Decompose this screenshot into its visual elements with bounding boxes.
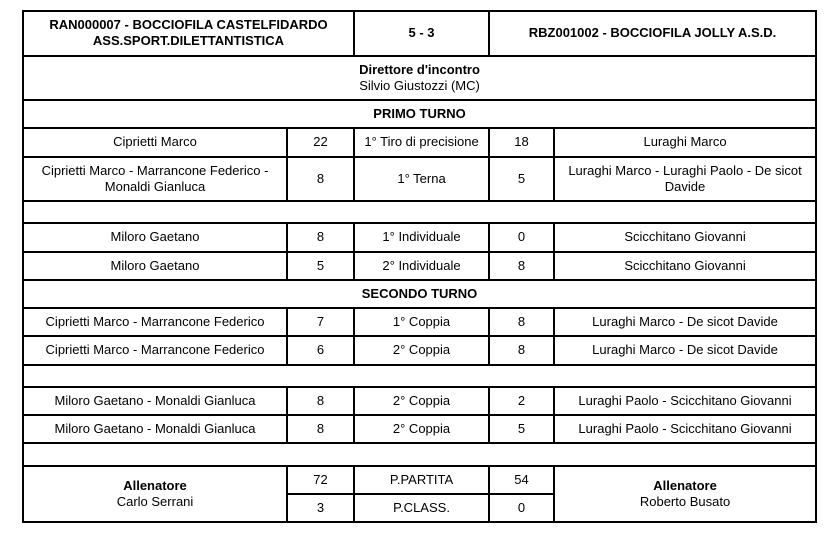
class-points-label: P.CLASS.: [354, 494, 489, 522]
away-team-name: RBZ001002 - BOCCIOFILA JOLLY A.S.D.: [489, 11, 816, 56]
event-name: 2° Coppia: [354, 387, 489, 415]
away-match-points: 54: [489, 466, 554, 494]
home-coach-label: Allenatore: [123, 477, 187, 493]
home-players: Ciprietti Marco - Marrancone Federico: [23, 308, 287, 336]
event-name: 2° Coppia: [354, 336, 489, 364]
away-score: 5: [489, 415, 554, 443]
referee-label: Direttore d'incontro: [359, 61, 480, 77]
referee-name: Silvio Giustozzi (MC): [359, 77, 480, 93]
away-players: Luraghi Marco - De sicot Davide: [554, 308, 816, 336]
match-score: 5 - 3: [354, 11, 489, 56]
home-score: 8: [287, 387, 354, 415]
home-coach-name: Carlo Serrani: [116, 493, 194, 509]
away-score: 0: [489, 223, 554, 251]
home-team-name: RAN000007 - BOCCIOFILA CASTELFIDARDO ASS.SPORT.DILETTANTISTICA: [23, 11, 354, 56]
away-score: 8: [489, 308, 554, 336]
away-score: 8: [489, 252, 554, 280]
match-row: [23, 128, 816, 156]
home-match-points: 72: [287, 466, 354, 494]
empty-cell: [23, 201, 816, 223]
away-score: 18: [489, 128, 554, 156]
home-score: 22: [287, 128, 354, 156]
section-title-row: [23, 100, 816, 128]
event-name: 1° Tiro di precisione: [354, 128, 489, 156]
away-players: Luraghi Paolo - Scicchitano Giovanni: [554, 387, 816, 415]
home-coach-cell: [23, 466, 287, 523]
match-row: [23, 415, 816, 443]
home-score: 8: [287, 223, 354, 251]
away-players: Luraghi Marco: [554, 128, 816, 156]
away-score: 5: [489, 157, 554, 202]
match-row: [23, 223, 816, 251]
home-score: 8: [287, 157, 354, 202]
match-row: [23, 157, 816, 202]
referee-row: [23, 56, 816, 101]
home-score: 5: [287, 252, 354, 280]
home-score: 7: [287, 308, 354, 336]
event-name: 1° Coppia: [354, 308, 489, 336]
separator-row: [23, 365, 816, 387]
match-row: [23, 252, 816, 280]
away-coach-label: Allenatore: [653, 477, 717, 493]
away-players: Scicchitano Giovanni: [554, 252, 816, 280]
home-players: Ciprietti Marco - Marrancone Federico: [23, 336, 287, 364]
match-row: [23, 308, 816, 336]
match-row: [23, 336, 816, 364]
event-name: 1° Terna: [354, 157, 489, 202]
event-name: 2° Individuale: [354, 252, 489, 280]
away-score: 2: [489, 387, 554, 415]
separator-row: [23, 443, 816, 465]
away-coach-cell: [554, 466, 816, 523]
home-players: Ciprietti Marco - Marrancone Federico - Monaldi Gianluca: [23, 157, 287, 202]
separator-row: [23, 201, 816, 223]
referee-cell: [23, 56, 816, 101]
empty-cell: [23, 443, 816, 465]
home-players: Ciprietti Marco: [23, 128, 287, 156]
away-coach-name: Roberto Busato: [639, 493, 731, 509]
event-name: 2° Coppia: [354, 415, 489, 443]
match-row: [23, 387, 816, 415]
away-score: 8: [489, 336, 554, 364]
home-score: 8: [287, 415, 354, 443]
away-players: Luraghi Marco - De sicot Davide: [554, 336, 816, 364]
home-players: Miloro Gaetano: [23, 223, 287, 251]
away-class-points: 0: [489, 494, 554, 522]
away-players: Luraghi Paolo - Scicchitano Giovanni: [554, 415, 816, 443]
header-row: [23, 11, 816, 56]
totals-row: [23, 466, 816, 494]
event-name: 1° Individuale: [354, 223, 489, 251]
empty-cell: [23, 365, 816, 387]
section-title-secondo-turno: SECONDO TURNO: [23, 280, 816, 308]
match-report-table: [22, 10, 817, 523]
match-points-label: P.PARTITA: [354, 466, 489, 494]
away-players: Scicchitano Giovanni: [554, 223, 816, 251]
section-title-primo-turno: PRIMO TURNO: [23, 100, 816, 128]
home-score: 6: [287, 336, 354, 364]
home-players: Miloro Gaetano - Monaldi Gianluca: [23, 415, 287, 443]
section-title-row: [23, 280, 816, 308]
home-class-points: 3: [287, 494, 354, 522]
home-players: Miloro Gaetano: [23, 252, 287, 280]
away-players: Luraghi Marco - Luraghi Paolo - De sicot Davide: [554, 157, 816, 202]
home-players: Miloro Gaetano - Monaldi Gianluca: [23, 387, 287, 415]
